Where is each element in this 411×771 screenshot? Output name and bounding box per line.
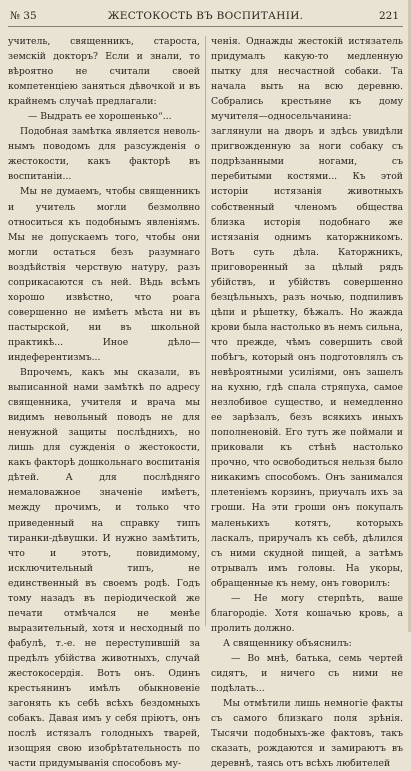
paragraph: Впрочемъ, какъ мы сказали, въ выписанной нами замѣткѣ по адресу священника, учителя и врача мы видимъ невольный поводъ не для ненужной защиты послѣднихъ, но лишь для сужденія о жестокости, какъ факторѣ дошкольнаго воспитанія дѣтей. А для послѣдняго немаловажное значеніе имѣетъ, между прочимъ, и только что приведенный на справку типъ тиранки-дѣвушки. И нужно замѣтить, что и этотъ, повидимому, исключительный типъ, не единственный въ своемъ родѣ. Годъ тому назадъ въ періодической же печати отмѣчался не менѣе выразительный, хотя и несходный по фабулѣ, т.-е. не переступившій за предѣлъ убійства животныхъ, случай жестокосердія. Вотъ онъ. Одинъ крестьянинъ имѣлъ обыкновеніе загонять къ себѣ всѣхъ бездомныхъ собакъ. Давая имъ у себя пріютъ, онъ послѣ истязалъ голодныхъ тварей, изощряя свою изобрѣтательность по части придумыванія способовъ му- [8, 367, 200, 770]
right-column [211, 34, 403, 770]
paragraph: ченія. Однажды жестокій истязатель придумалъ какую-то медленную пытку для несчастной собаки. Та начала выть на всю деревню. Собрались крестьяне къ дому мучителя—односельчанина: заглянули на дворъ и здѣсь увидѣли пригвожденную за ноги собаку съ подрѣзанными ногами, съ перебитыми костями... Къ этой исторіи истязанія животныхъ собственный членомъ общества близка исторія подобнаго же истязанія однимъ каторжникомъ. Вотъ суть дѣла. Каторжникъ, приговоренный за цѣлый рядъ убійствъ, и убійствъ совершенно безцѣльныхъ, разъ ночью, подпиливъ цѣпи и рѣшетку, бѣжалъ. Но жажда крови была настолько въ немъ сильна, что прежде, чѣмъ совершить свой побѣгъ, который онъ подготовлялъ съ невѣроятными усиліями, онъ зашелъ на кухню, гдѣ спала стряпуха, самое незлобивое существо, и немедленно ее зарѣзалъ, безъ всякихъ иныхъ пополненовій. Его тутъ же поймали и приковали къ стѣнѣ настолько прочно, что освободиться нельзя было никакимъ способомъ. Онъ занимался плетеніемъ корзинъ, приучалъ ихъ за гроши. На эти гроши онъ покупалъ маленькихъ котятъ, которыхъ ласкалъ, приручалъ къ себѣ, дѣлился съ ними скудной пищей, а затѣмъ отрывалъ имъ головы. На укоры, обращенные къ нему, онъ говорилъ: [211, 36, 403, 589]
paragraph: — Выдрать ее хорошенько“... [28, 111, 172, 123]
paragraph: Мы отмѣтили лишь немногіе факты съ самого близкаго поля зрѣнія. Тысячи подобныхъ-же фактовъ, такъ сказать, рождаются и замираютъ въ деревнѣ, таясь отъ всѣхъ любителей [211, 698, 403, 770]
running-title: ЖЕСТОКОСТЬ ВЪ ВОСПИТАНІИ. [107, 10, 304, 22]
left-column [8, 34, 200, 770]
page-number: 221 [378, 10, 399, 22]
paragraph: — Во мнѣ, батька, семь чертей сидятъ, и ничего съ ними не подѣлать... [211, 652, 403, 695]
running-header [8, 6, 403, 27]
paragraph: учитель, священникъ, староста, земскій докторъ? Если и знали, то вѣроятно не считали своей компетенціею заняться дѣвочкой и въ крайнемъ случаѣ предлагали: [8, 36, 200, 108]
paragraph: Мы не думаемъ, чтобы священникъ и учитель могли безмолвно относиться къ подобнымъ явленіямъ. Мы не допускаемъ того, чтобы они могли остаться безъ разумнаго воздѣйствія черствую натуру, разъ соприкасаются съ ней. Вѣдь всѣмъ хорошо извѣстно, что роага совершенно не имѣетъ мѣста ни въ пастырской, ни въ школьной практикѣ... Иное дѣло—индеферентизмъ... [8, 186, 200, 363]
paragraph: Подобная замѣтка является невольнымъ поводомъ для разсужденія о жестокости, какъ факторѣ въ воспитаніи... [8, 126, 200, 183]
column-divider [205, 36, 206, 626]
paragraph: А священнику объяснилъ: [223, 637, 352, 649]
issue-number: № 35 [10, 10, 37, 22]
text-columns [8, 34, 403, 770]
paragraph: — Не могу стерпѣть, ваше благородіе. Хотя кошачью кровь, а пролить должно. [211, 592, 403, 634]
